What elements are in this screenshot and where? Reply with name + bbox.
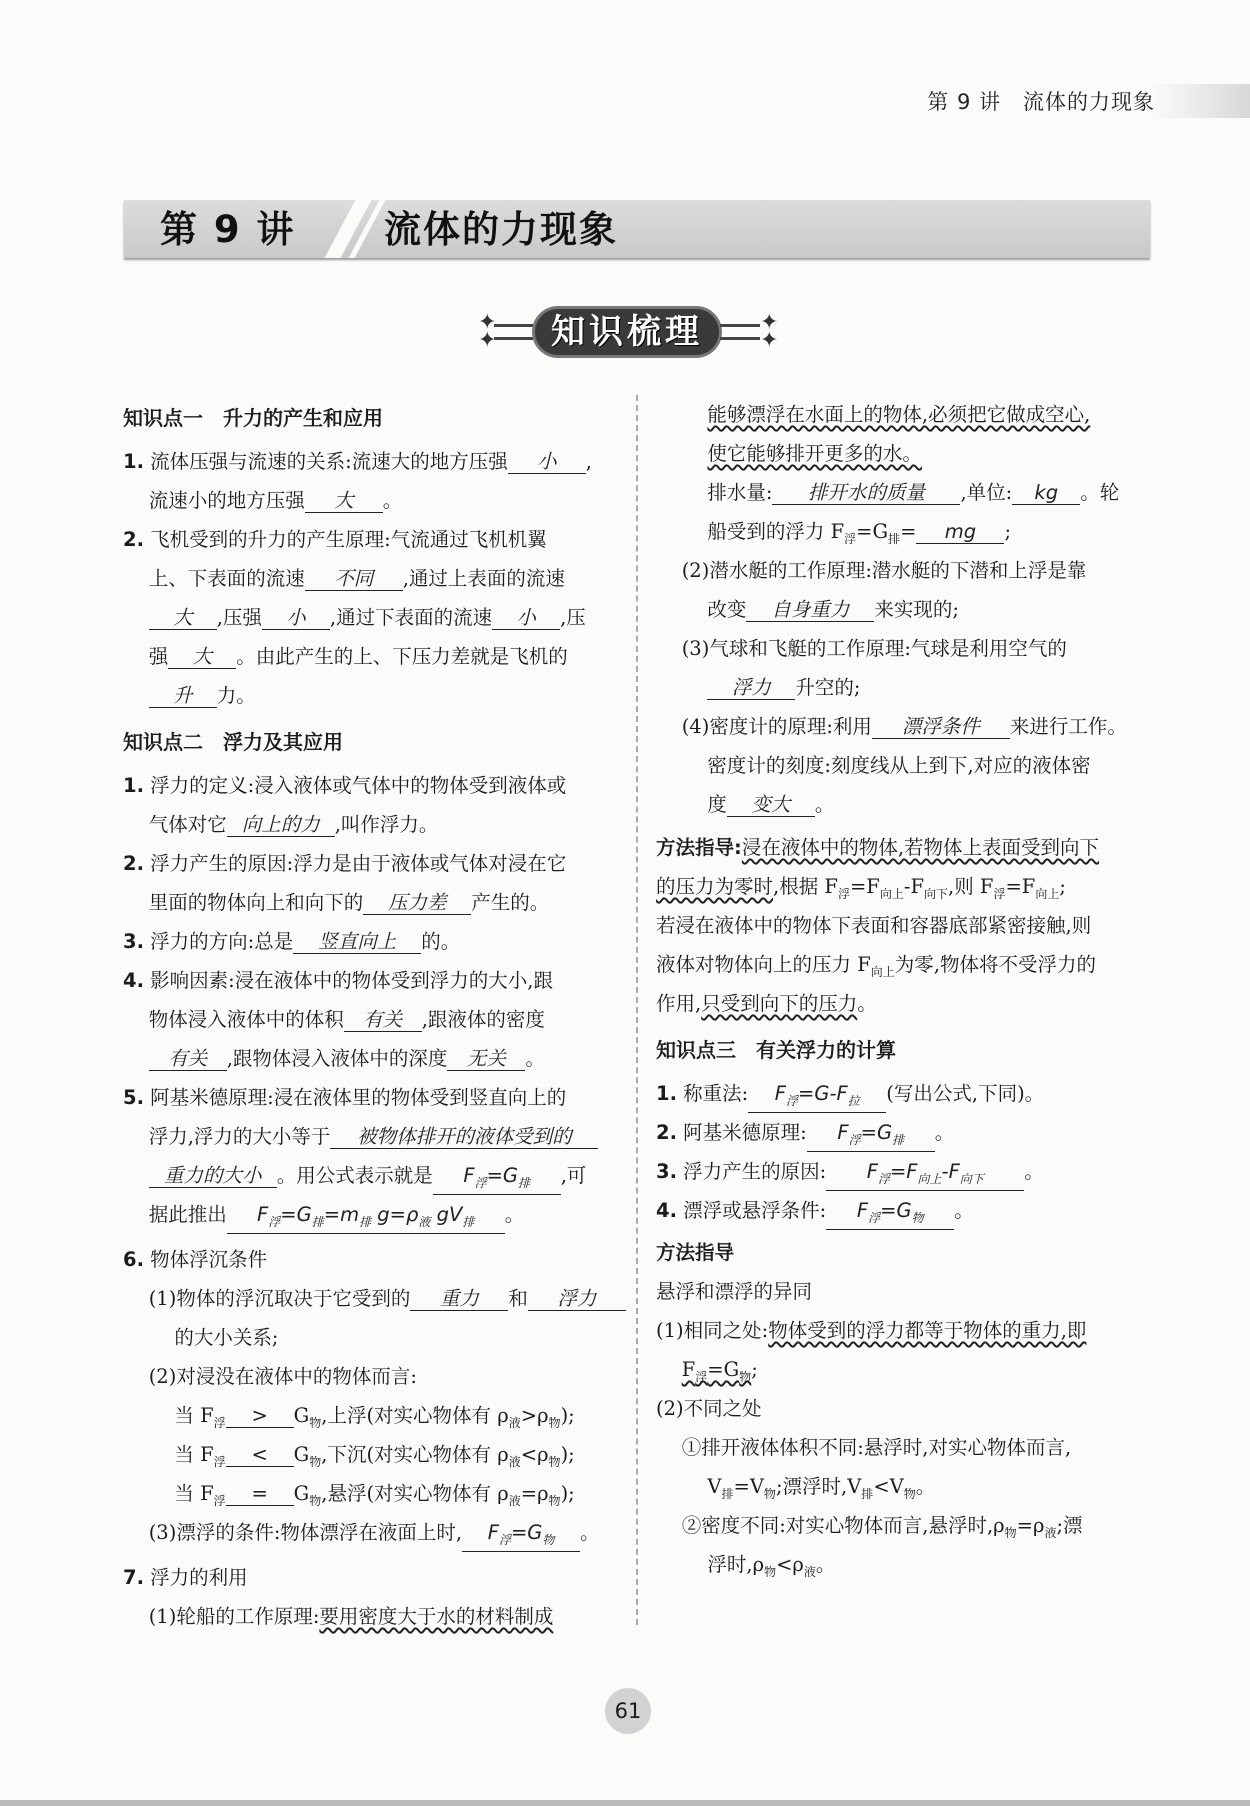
text-line: 流速小的地方压强 大 。: [123, 489, 403, 512]
text-line: 悬浮和漂浮的异同: [656, 1280, 813, 1303]
text-line: 改变 自身重力 来实现的;: [656, 598, 959, 621]
answer-blank: kg: [1012, 482, 1080, 505]
text-line: 5. 阿基米德原理:浸在液体里的物体受到竖直向上的: [123, 1086, 567, 1109]
wavy-underlined-answer: 物体受到的浮力都等于物体的重力,即: [768, 1319, 1087, 1342]
text-line: 度 变大 。: [656, 793, 835, 816]
section-heading: 知识点三 有关浮力的计算: [656, 1038, 896, 1062]
answer-blank: $F_浮=G_排=m_排$ $g=\rho_液$ $gV_排$: [227, 1204, 505, 1234]
answer-blank: 压力差: [363, 892, 471, 915]
text-line: 2. 浮力产生的原因:浮力是由于液体或气体对浸在它: [123, 852, 567, 875]
text-line: 排水量: 排开水的质量 ,单位: kg 。轮: [656, 481, 1120, 504]
text-line: (3)漂浮的条件:物体漂浮在液面上时, $F_浮=G_物$ 。: [123, 1521, 600, 1552]
text-line: 2. 阿基米德原理: $F_浮=G_排$ 。: [656, 1121, 954, 1152]
answer-blank: $F_浮=G_物$: [462, 1522, 580, 1552]
text-line: 1. 浮力的定义:浸入液体或气体中的物体受到液体或: [123, 774, 567, 797]
decor-lines: [494, 324, 534, 340]
text-line: 6. 物体浮沉条件: [123, 1248, 268, 1271]
wavy-underlined-answer: 能够漂浮在水面上的物体,必须把它做成空心,: [707, 403, 1091, 426]
text-line: 2. 飞机受到的升力的产生原理:气流通过飞机机翼: [123, 528, 547, 551]
wavy-underlined-answer: $F_浮=G_物$: [681, 1358, 752, 1384]
text-line: [656, 442, 922, 466]
star-icon: ✦ ✦: [478, 310, 497, 353]
section-heading: 知识点二 浮力及其应用: [123, 730, 343, 754]
answer-blank: 小: [262, 607, 330, 630]
answer-blank: $F_浮=G_物$: [826, 1200, 954, 1230]
text-line: 里面的物体向上和向下的 压力差 产生的。: [123, 891, 550, 914]
answer-blank: 大: [149, 607, 217, 630]
answer-blank: 向上的力: [227, 814, 335, 837]
text-line: 浮力 升空的;: [656, 676, 860, 700]
section-heading: 知识点一 升力的产生和应用: [123, 406, 383, 430]
text-line: (1)物体的浮沉取决于它受到的 重力 和 浮力: [123, 1287, 626, 1311]
text-line: 方法指导: [656, 1241, 735, 1264]
answer-blank: 排开水的质量: [772, 482, 960, 505]
running-header: 第 9 讲 流体的力现象: [927, 90, 1155, 114]
wavy-underlined-answer: 浸在液体中的物体,若物体上表面受到向下: [741, 836, 1100, 859]
text-line: 船受到的浮力 $F_浮=G_排=$ mg ;: [656, 520, 1012, 546]
lecture-number: 第 9 讲: [160, 208, 296, 251]
wavy-underlined-answer: 只受到向下的压力: [701, 992, 858, 1015]
answer-blank: 有关: [149, 1048, 227, 1071]
answer-blank: =: [226, 1483, 294, 1506]
answer-blank: $F_浮=G-F_拉$: [748, 1083, 886, 1113]
answer-blank: 大: [305, 490, 383, 513]
text-line: 4. 漂浮或悬浮条件: $F_浮=G_物$ 。: [656, 1199, 974, 1230]
column-divider: [636, 395, 638, 1625]
wavy-underlined-answer: 要用密度大于水的材料制成: [319, 1605, 554, 1628]
text-line: 据此推出 $F_浮=G_排=m_排$ $g=\rho_液$ $gV_排$ 。: [123, 1203, 524, 1234]
text-line: (1)相同之处:物体受到的浮力都等于物体的重力,即: [656, 1319, 1087, 1342]
text-line: 密度计的刻度:刻度线从上到下,对应的液体密: [656, 754, 1091, 777]
answer-blank: <: [226, 1444, 294, 1467]
text-line: (2)对浸没在液体中的物体而言:: [123, 1365, 417, 1388]
text-line: 物体浸入液体中的体积 有关 ,跟液体的密度: [123, 1008, 545, 1031]
text-line: 作用,只受到向下的压力。: [656, 992, 877, 1015]
wavy-underlined-answer: 使它能够排开更多的水。: [707, 442, 922, 465]
text-line: 1. 称重法: $F_浮=G-F_拉$ (写出公式,下同)。: [656, 1082, 1044, 1113]
text-line: ②密度不同:对实心物体而言,悬浮时$,\rho_物=\rho_液$;漂: [656, 1514, 1083, 1540]
text-line: $F_浮=G_物$;: [681, 1358, 758, 1384]
answer-blank: 小: [508, 451, 586, 474]
text-line: 强 大 。由此产生的上、下压力差就是飞机的: [123, 645, 568, 668]
answer-blank: 竖直向上: [293, 931, 421, 954]
text-line: (2)不同之处: [656, 1397, 762, 1420]
answer-blank: 自身重力: [746, 599, 874, 622]
answer-blank: 有关: [344, 1009, 422, 1032]
answer-blank: 小: [492, 607, 560, 630]
decor-lines: [720, 324, 760, 340]
text-line: 浮力,浮力的大小等于 被物体排开的液体受到的: [123, 1125, 598, 1149]
answer-blank: 大: [168, 646, 236, 669]
answer-blank: >: [226, 1405, 294, 1428]
section-title: 知识梳理: [551, 312, 703, 352]
text-line: (1)轮船的工作原理:要用密度大于水的材料制成: [123, 1605, 554, 1628]
text-line: 升 力。: [123, 684, 256, 708]
text-line: 气体对它 向上的力 ,叫作浮力。: [123, 813, 439, 836]
section-banner: [478, 304, 779, 360]
text-line: 上、下表面的流速 不同 ,通过上表面的流速: [123, 567, 565, 590]
text-line: 4. 影响因素:浸在液体中的物体受到浮力的大小,跟: [123, 969, 553, 992]
answer-blank: mg: [916, 521, 1004, 544]
page-number: 61: [605, 1688, 651, 1734]
text-line: 当 $F_浮 > G_物$,上浮(对实心物体有 $\rho_液>\rho_物$);: [123, 1404, 575, 1430]
answer-blank: 不同: [305, 568, 403, 591]
text-line: 有关 ,跟物体浸入液体中的深度 无关 。: [123, 1047, 545, 1071]
answer-blank: 浮力: [528, 1288, 626, 1311]
text-line: ①排开液体体积不同:悬浮时,对实心物体而言,: [656, 1436, 1072, 1459]
answer-blank: $F_浮=G_排$: [433, 1165, 561, 1195]
text-line: 3. 浮力的方向:总是 竖直向上 的。: [123, 930, 461, 953]
wavy-underlined-answer: 的压力为零时: [656, 875, 774, 898]
header-shade: [1150, 84, 1250, 118]
text-line: (2)潜水艇的工作原理:潜水艇的下潜和上浮是靠: [656, 559, 1087, 582]
text-line: 的大小关系;: [123, 1326, 279, 1349]
answer-blank: 重力的大小: [149, 1165, 277, 1188]
text-line: [656, 403, 1090, 427]
answer-blank: 无关: [447, 1048, 525, 1071]
text-line: 的压力为零时,根据 $F_浮=F_{向上}-F_{向下}$,则 $F_浮=F_{向上}$;: [656, 875, 1066, 901]
answer-blank: 漂浮条件: [872, 716, 1010, 739]
text-line: 1. 流体压强与流速的关系:流速大的地方压强 小 ,: [123, 450, 592, 473]
lecture-title: 流体的力现象: [384, 208, 618, 251]
text-line: 大 ,压强 小 ,通过下表面的流速 小 ,压: [123, 606, 586, 630]
text-line: 3. 浮力产生的原因: $F_浮=F_{向上}-F_{向下}$ 。: [656, 1160, 1044, 1191]
text-line: 若浸在液体中的物体下表面和容器底部紧密接触,则: [656, 914, 1092, 937]
answer-blank: 被物体排开的液体受到的: [330, 1126, 598, 1149]
text-line: 重力的大小 。用公式表示就是 $F_浮=G_排$ ,可: [123, 1164, 586, 1195]
text-line: $V_排=V_物$;漂浮时$,V_排<V_物$。: [656, 1475, 936, 1501]
answer-blank: 重力: [410, 1288, 508, 1311]
lecture-banner: [124, 200, 1150, 258]
text-line: 当 $F_浮 = G_物$,悬浮(对实心物体有 $\rho_液=\rho_物$);: [123, 1482, 575, 1508]
answer-blank: 变大: [727, 794, 815, 817]
text-line: (3)气球和飞艇的工作原理:气球是利用空气的: [656, 637, 1067, 660]
text-line: (4)密度计的原理:利用 漂浮条件 来进行工作。: [656, 715, 1127, 738]
star-icon: ✦ ✦: [760, 310, 779, 353]
text-line: 液体对物体向上的压力 $F_{向上}$为零,物体将不受浮力的: [656, 953, 1096, 979]
answer-blank: $F_浮=G_排$: [807, 1122, 935, 1152]
page-edge: [0, 1800, 1250, 1806]
text-line: 7. 浮力的利用: [123, 1566, 248, 1589]
answer-blank: $F_浮=F_{向上}-F_{向下}$: [826, 1161, 1024, 1191]
text-line: 方法指导:浸在液体中的物体,若物体上表面受到向下: [656, 836, 1100, 859]
text-line: 浮时$,\rho_物<\rho_液$。: [656, 1553, 836, 1579]
text-line: 当 $F_浮 < G_物$,下沉(对实心物体有 $\rho_液<\rho_物$);: [123, 1443, 575, 1469]
answer-blank: 升: [149, 685, 217, 708]
answer-blank: 浮力: [707, 677, 795, 700]
